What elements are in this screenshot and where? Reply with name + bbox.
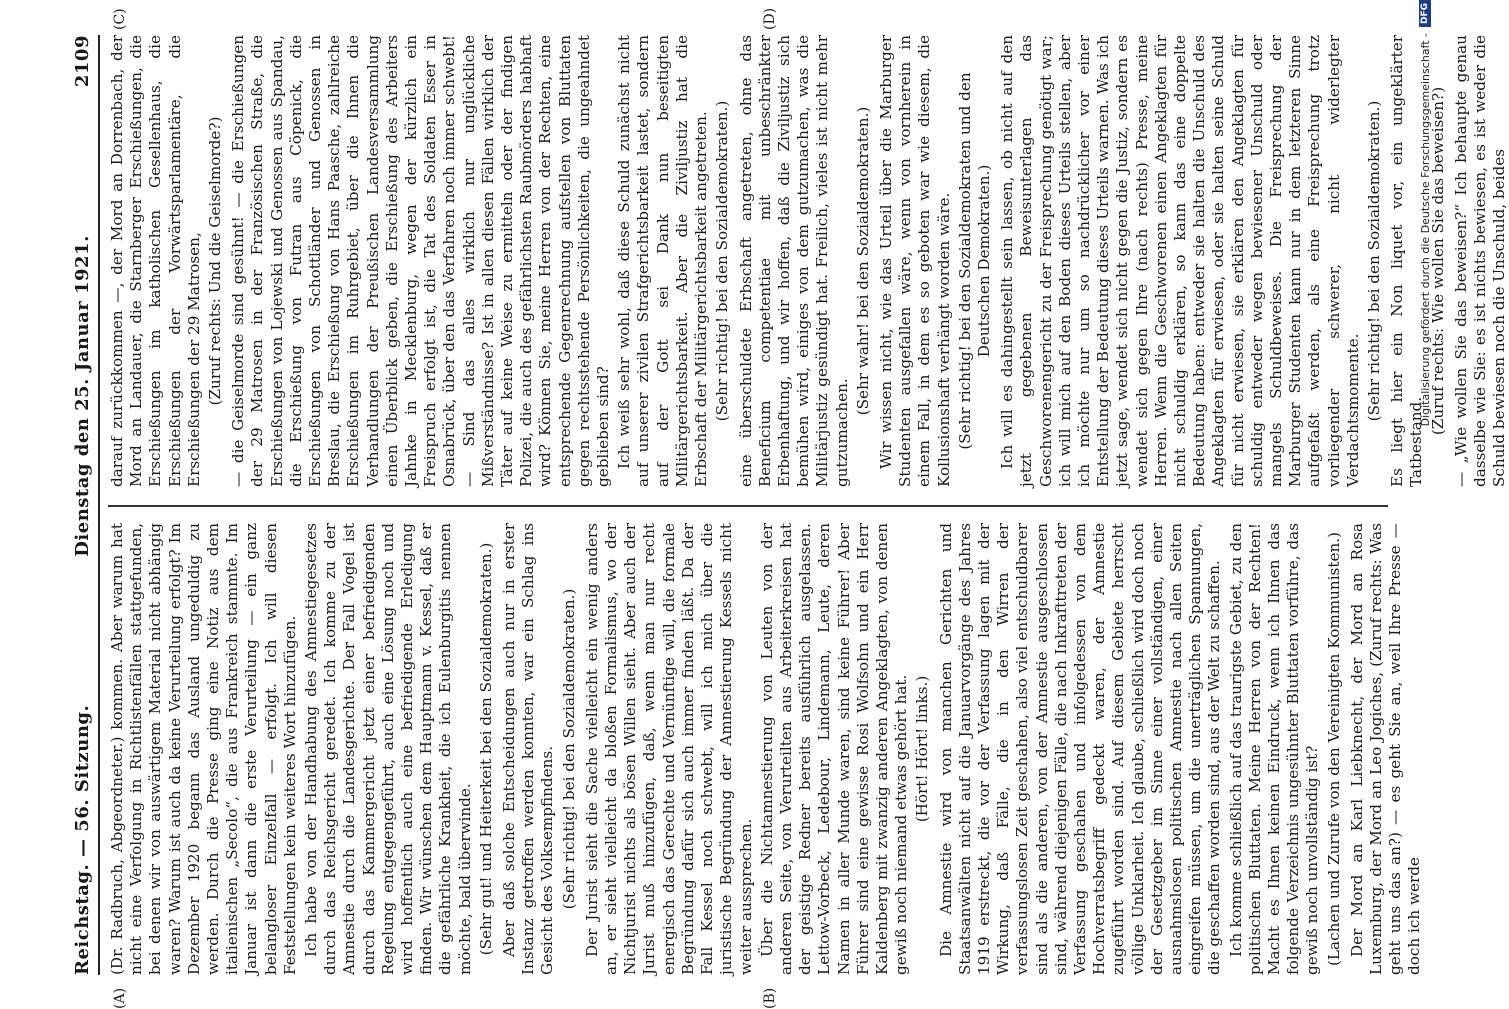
header-left: Reichstag. — 56. Sitzung. — [71, 704, 93, 975]
paragraph: Es liegt hier ein Non liquet vor, ein ungeklärter Tatbestand. — [1388, 35, 1426, 487]
paragraph: (Dr. Radbruch, Abgeordneter.) kommen. Aber warum hat nicht eine Verfolgung in Richtlistenfällen stattgefunden, bei denen wir von auswärtigem Material nicht abhängig waren? Warum ist auch da keine Verurteilung erfolgt? Im Dezember 1920 begann das Ausland ungeduldig zu werden. Durch die Presse ging eine Notiz aus dem italienischen „Secolo“, die aus Frankreich stammte. Im Januar ist dann die erste Verurteilung — ein ganz belangloser Einzelfall — erfolgt. Ich will diesen Feststellungen kein weiteres Wort hinzufügen. — [108, 523, 299, 975]
paragraph: Der Jurist sieht die Sache vielleicht ein wenig anders an, er sieht vielleicht da bloßen Formalismus, wo der Nichtjurist nichts als bösen Willen sieht. Aber auch der Jurist muß hinzufügen, daß, wenn man nur recht energisch das Gerechte und Vernünftige will, die formale Begründung dafür sich auch immer finden läßt. Da der Fall Kessel noch schwebt, will ich mich über die juristische Begründung der Amnestierung Kessels nicht weiter aussprechen. — [582, 523, 755, 975]
paragraph: eine überschuldete Erbschaft angetreten, ohne das Beneficium competentiae mit unbeschränkter Erbenhaftung, und wir hoffen, daß die Ziviljustiz sich bemühen wird, einiges von dem gutzumachen, was die Militärjustiz gesündigt hat. Freilich, vieles ist nicht mehr gutzumachen. — [736, 35, 851, 487]
paragraph: — „Wie wollen Sie das beweisen?“ Ich behaupte genau dasselbe wie Sie: es ist nichts bewiesen, es ist weder die Schuld bewiesen noch die Unschuld, beides — [1451, 35, 1509, 487]
page-number: 2109 — [71, 35, 93, 88]
column-divider — [108, 505, 1388, 507]
sidebar-credit: Digitalisierung gefördert durch die Deutsche Forschungsgemeinschaft - — [1418, 33, 1432, 427]
interjection: (Zuruf rechts: Wie wollen Sie das beweisen?) — [1428, 86, 1447, 436]
paragraph: darauf zurückkommen —, der Mord an Dorrenbach, der Mord an Landauer, die Starnberger Erschießungen, die Erschießungen im katholischen Gesellenhaus, die Erschießungen der Vorwärtsparlamentäre, die Erschießungen der 29 Matrosen, — [108, 35, 203, 487]
paragraph: Aber daß solche Entscheidungen auch nur in erster Instanz getroffen werden konnten, war ein Schlag ins Gesicht des Volksempfindens. — [500, 523, 557, 975]
interjection: (Sehr richtig! bei den Sozialdemokraten.) — [559, 588, 578, 910]
header-rule — [98, 35, 100, 975]
paragraph: Ich habe von der Handhabung des Amnestiegesetzes durch das Reichsgericht geredet. Ich komme zu der Amnestie durch die Landesgerichte. Der Fall Vogel ist durch das Kammergericht jetzt einer befriedigenden Regelung entgegengeführt, auch eine Lösung noch und wird hoffentlich auch eine befriedigende Erledigung finden. Wir wünschen dem Hauptmann v. Kessel, daß er die gefährliche Krankheit, die ich Eulenburgitis nennen möchte, bald überwinde. — [302, 523, 474, 975]
interjection: (Sehr richtig! bei den Sozialdemokraten.) — [713, 100, 732, 422]
interjection: (Lachen und Zurufe von den Vereinigten Kommunisten.) — [1324, 532, 1343, 966]
interjection: (Sehr gut! und Heiterkeit bei den Sozialdemokraten.) — [476, 542, 495, 956]
marker-c: (C) — [112, 8, 128, 30]
header-center: Dienstag den 25. Januar 1921. — [71, 235, 93, 557]
paragraph: Wir wissen nicht, wie das Urteil über die Marburger Studenten ausgefallen wäre, wenn von vornherein in einem Fall, in dem es so geboten war wie diesem, die Kollusionshaft verhängt worden wäre. — [876, 35, 953, 487]
paragraph: Ich komme schließlich auf das traurigste Gebiet, zu den politischen Bluttaten. Meine Herren von der Rechten! Macht es Ihnen keinen Eindruck, wenn ich Ihnen das folgende Verzeichnis ungesühnter Bluttaten vorführe, das gewiß noch unvollständig ist? — [1226, 523, 1322, 975]
marker-a: (A) — [112, 987, 128, 1009]
interjection: (Sehr richtig! bei den Sozialdemokraten und den Deutschen Demokraten.) — [955, 72, 993, 450]
dfg-logo: DFG — [1419, 0, 1431, 27]
interjection: (Sehr richtig! bei den Sozialdemokraten.) — [1365, 100, 1383, 422]
paragraph: Ich weiß sehr wohl, daß diese Schuld zunächst nicht auf unserer zivilen Strafgerichtsbarkeit lastet, sondern auf der Gott sei Dank nun beseitigten Militärgerichtsbarkeit. Aber die Ziviljustiz hat die Erbschaft der Militärgerichtsbarkeit angetreten. — [615, 35, 711, 487]
paragraph: Über die Nichtamnestierung von Leuten von der anderen Seite, von Verurteilten aus Arbeiterkreisen hat der geistige Redner bereits ausführlich ausgelassen. Lettow-Vorbeck, Ledebour, Lindemann, Leute, deren Namen in aller Munde waren, sind keine Führer! Aber Führer sind eine gewisse Rosi Wolfsohn und ein Herr Kaldenberg mit zwanzig anderen Angeklagten, von denen gewiß noch niemand etwas gehört hat. — [757, 523, 911, 975]
marker-b: (B) — [762, 987, 778, 1009]
page-header — [62, 35, 102, 975]
interjection: (Hört! Hört! links.) — [913, 675, 932, 823]
marker-d: (D) — [762, 7, 778, 30]
digitization-sidebar — [1400, 0, 1434, 1000]
paragraph: Der Mord an Karl Liebknecht, der Mord an Rosa Luxemburg, der Mord an Leo Jogiches, (Zuruf rechts: Was geht uns das an?) — es geht Sie an, weil Ihre Presse — doch ich werde — [1347, 523, 1424, 975]
paragraph: Die Amnestie wird von manchen Gerichten und Staatsanwälten nicht auf die Januarvorgänge des Jahres 1919 erstreckt, die vor der Verfassung lagen mit der Wirkung, daß Fälle, die in den Wirren der verfassungslosen Zeit geschahen, also viel entschuldbarer sind als die anderen, von der Amnestie ausgeschlossen sind, während diejenigen Fälle, die nach Inkrafttreten der Verfassung geschahen und infolgedessen von dem Hochverratsbegriff gedeckt waren, der Amnestie zugeführt worden sind. Auf diesem Gebiete herrscht völlige Unklarheit. Ich glaube, schließlich wird doch noch der Gesetzgeber im Sinne einer vollständigen, einer ausnahmslosen politischen Amnestie nach allen Seiten eingreifen müssen, um die unerträglichen Spannungen, die geschaffen worden sind, aus der Welt zu schaffen. — [936, 523, 1224, 975]
paragraph: — die Geiselmorde sind gesühnt! — die Erschießungen der 29 Matrosen in der Französischen Straße, die Erschießungen von Lojewski und Genossen aus Spandau, die Erschießung von Futran aus Cöpenick, die Erschießungen von Schottländer und Genossen in Breslau, die Erschießung von Hans Paasche, zahlreiche Erschießungen im Ruhrgebiet, über die Ihnen die Verhandlungen der Preußischen Landesversammlung einen Überblick geben, die Erschießung des Arbeiters Jahnke in Mecklenburg, wegen der kürzlich ein Freispruch erfolgt ist, die Tat des Soldaten Esser in Osnabrück, über den das Verfahren noch immer schwebt! — Sind das alles wirklich nur unglückliche Mißverständnisse? Ist in allen diesen Fällen wirklich der Täter auf keine Weise zu ermitteln oder der findigen Polizei, die auch des gefährlichsten Raubmörders habhaft wird? Können Sie, meine Herren von der Rechten, eine entsprechende Gegenrechnung aufstellen von Bluttaten gegen rechtsstehende Persönlichkeiten, die ungeahndet geblieben sind? — [229, 35, 613, 487]
paragraph: Ich will es dahingestellt sein lassen, ob nicht auf den jetzt gegebenen Beweisunterlagen das Geschworenengericht zu der Freisprechung genötigt war; ich will mich auf den Boden dieses Urteils stellen, aber ich möchte nur um so nachdrücklicher vor einer Entstellung der Bedeutung dieses Urteils warnen. Was ich jetzt sage, wendet sich nicht gegen die Justiz, sondern es wendet sich gegen Ihre (nach rechts) Presse, meine Herren. Wenn die Geschworenen einen Angeklagten für nicht schuldig erklären, so kann das eine doppelte Bedeutung haben: entweder sie halten die Unschuld des Angeklagten für erwiesen, oder sie halten seine Schuld für nicht erwiesen, sie erklären den Angeklagten für schuldig entweder wegen bewiesener Unschuld oder mangels Schuldbeweises. Die Freisprechung der Marburger Studenten kann nur in dem letzteren Sinne aufgefaßt werden, als eine Freisprechung trotz vorliegender schwerer, nicht widerlegter Verdachtsmomente. — [998, 35, 1362, 487]
interjection: (Zuruf rechts: Und die Geiselmorde?) — [206, 116, 225, 406]
interjection: (Sehr wahr! bei den Sozialdemokraten.) — [853, 106, 872, 416]
left-column — [108, 523, 1424, 975]
